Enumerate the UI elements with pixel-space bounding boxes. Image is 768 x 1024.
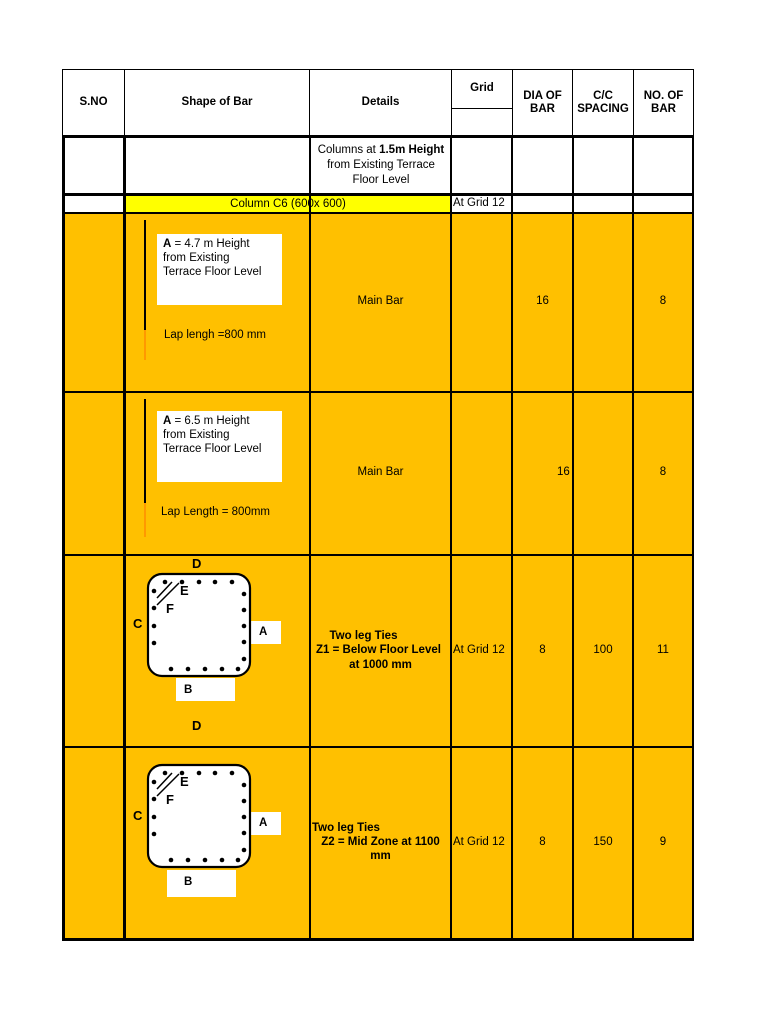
row1-note-a: A bbox=[163, 238, 172, 250]
column-grid: At Grid 12 bbox=[453, 197, 505, 209]
body-v1 bbox=[123, 136, 126, 941]
body-v-right bbox=[692, 136, 694, 941]
row4-label-c: C bbox=[133, 808, 143, 823]
row1-note-line3: Terrace Floor Level bbox=[163, 266, 262, 278]
row3-label-d-bottom: D bbox=[192, 718, 202, 733]
intro-line1 bbox=[311, 143, 451, 157]
row4-tie-shape-icon bbox=[144, 761, 254, 871]
row2-note-line1 bbox=[163, 414, 250, 428]
border-row2-bottom bbox=[62, 554, 694, 556]
intro-line3: Floor Level bbox=[352, 174, 410, 186]
header-dia-line2: BAR bbox=[530, 103, 555, 115]
row3-details-line3: at 1000 mm bbox=[349, 659, 412, 671]
header-v-right bbox=[693, 69, 694, 137]
header-no-line2: BAR bbox=[651, 103, 676, 115]
row4-b-box bbox=[167, 870, 236, 897]
row1-note-line2: from Existing bbox=[163, 252, 230, 264]
row3-tie-shape-icon bbox=[144, 570, 254, 680]
row2-note-l1: = 6.5 m Height bbox=[171, 415, 250, 427]
header-cc-line1: C/C bbox=[593, 90, 613, 102]
intro-line1-pre: Columns at bbox=[317, 144, 380, 156]
body-v3 bbox=[450, 136, 452, 941]
row1-note-line1 bbox=[163, 237, 250, 251]
row4-details-line1: Two leg Ties bbox=[312, 822, 380, 834]
row3-dia: 8 bbox=[539, 644, 546, 656]
row4-spacing: 150 bbox=[593, 836, 613, 848]
row4-label-f: F bbox=[166, 792, 174, 807]
row4-label-e: E bbox=[180, 774, 189, 789]
header-details: Details bbox=[361, 96, 400, 108]
row4-count: 9 bbox=[659, 836, 667, 848]
row2-note-line3: Terrace Floor Level bbox=[163, 443, 262, 455]
row2-details: Main Bar bbox=[357, 466, 404, 478]
header-sno: S.NO bbox=[79, 96, 108, 108]
row2-lap: Lap Length = 800mm bbox=[161, 506, 271, 518]
row4-details-line3: mm bbox=[370, 850, 391, 862]
row3-label-a: A bbox=[259, 626, 268, 638]
body-v5 bbox=[572, 136, 574, 941]
border-row1-bottom bbox=[62, 391, 694, 393]
body-v2 bbox=[309, 136, 311, 941]
row3-grid: At Grid 12 bbox=[453, 644, 505, 656]
row1-dia: 16 bbox=[536, 295, 549, 307]
row4-details-line2: Z2 = Mid Zone at 1100 bbox=[321, 836, 440, 848]
row3-label-b: B bbox=[184, 684, 193, 696]
row3-details-line2: Z1 = Below Floor Level bbox=[316, 644, 441, 656]
row2-dia: 16 bbox=[557, 466, 570, 478]
body-v6 bbox=[632, 136, 634, 941]
row2-note-line2: from Existing bbox=[163, 429, 230, 441]
header-no-line1: NO. OF bbox=[643, 90, 684, 102]
row1-lap: Lap lengh =800 mm bbox=[164, 329, 266, 341]
border-header-bottom bbox=[62, 135, 694, 138]
border-top bbox=[62, 69, 694, 70]
intro-line2: from Existing Terrace bbox=[327, 159, 435, 171]
header-grid: Grid bbox=[470, 82, 494, 94]
body-v-left bbox=[62, 136, 65, 941]
row4-grid: At Grid 12 bbox=[453, 836, 505, 848]
row1-details: Main Bar bbox=[357, 295, 404, 307]
border-column-bottom bbox=[62, 212, 694, 214]
border-row3-bottom bbox=[62, 746, 694, 748]
row2-main-bar-icon bbox=[140, 397, 152, 541]
row3-label-c: C bbox=[133, 616, 143, 631]
row2-count: 8 bbox=[659, 466, 667, 478]
row4-label-b: B bbox=[184, 876, 193, 888]
body-v4 bbox=[511, 136, 513, 941]
header-dia-line1: DIA OF bbox=[523, 90, 562, 102]
row3-details-line1: Two leg Ties bbox=[329, 630, 398, 642]
row3-label-d-top: D bbox=[192, 556, 202, 571]
row3-spacing: 100 bbox=[593, 644, 613, 656]
row4-label-a: A bbox=[259, 817, 268, 829]
row1-count: 8 bbox=[659, 295, 667, 307]
header-shape: Shape of Bar bbox=[181, 96, 253, 108]
border-bottom bbox=[62, 938, 694, 941]
intro-line1-bold: 1.5m Height bbox=[379, 144, 445, 156]
column-label: Column C6 (600x 600) bbox=[230, 198, 346, 210]
header-cc-line2: SPACING bbox=[577, 103, 629, 115]
row4-dia: 8 bbox=[539, 836, 546, 848]
border-intro-bottom bbox=[62, 193, 694, 196]
grid-sub-line bbox=[451, 108, 513, 109]
row3-label-f: F bbox=[166, 601, 174, 616]
row1-main-bar-icon bbox=[140, 218, 152, 362]
header-v3 bbox=[451, 69, 452, 137]
row2-note-a: A bbox=[163, 415, 172, 427]
row3-label-e: E bbox=[180, 583, 189, 598]
row3-count: 11 bbox=[657, 644, 669, 656]
row1-note-l1: = 4.7 m Height bbox=[171, 238, 250, 250]
